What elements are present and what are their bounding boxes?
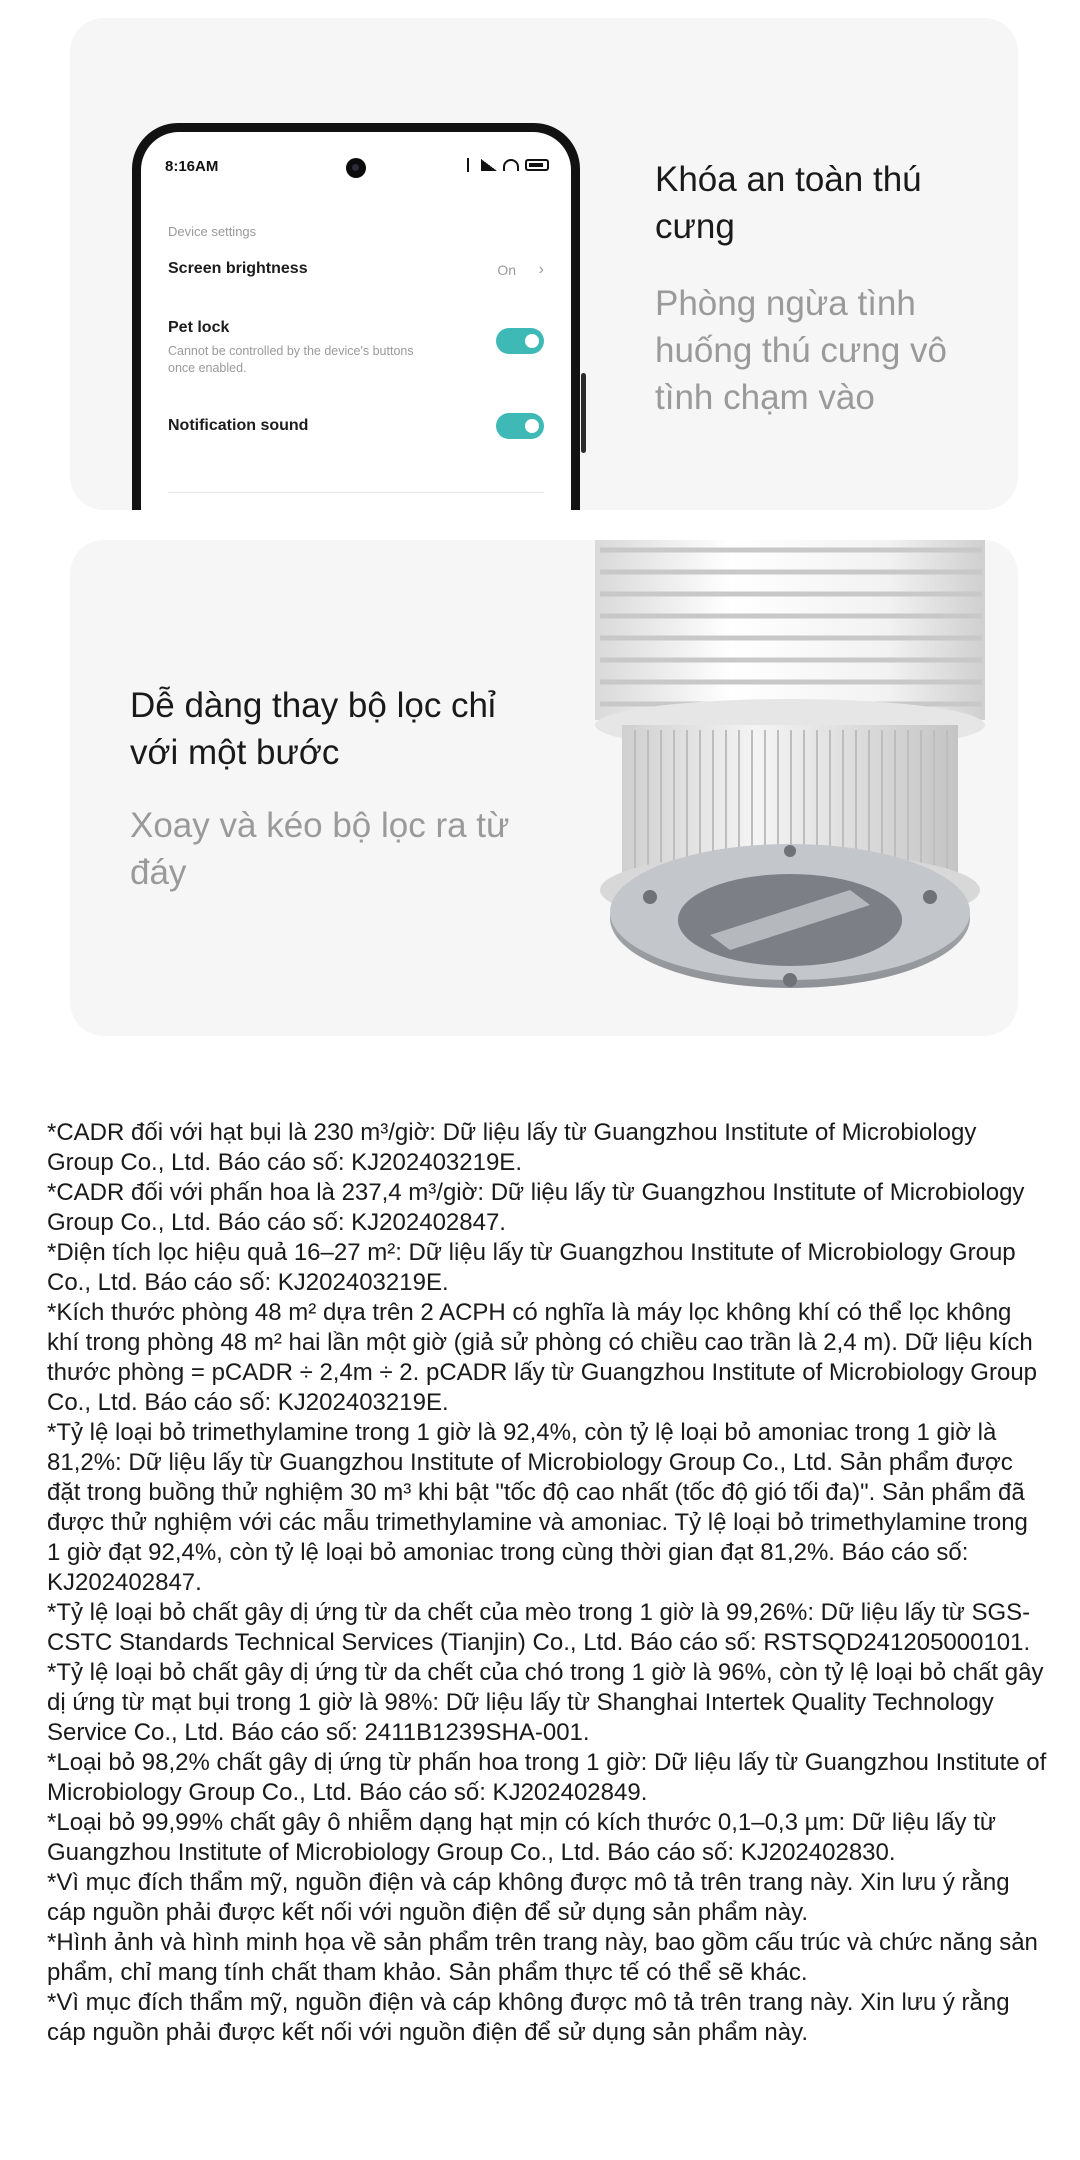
footnote: *Vì mục đích thẩm mỹ, nguồn điện và cáp không được mô tả trên trang này. Xin lưu ý rằng cáp nguồn phải được kết nối với nguồn điện để sử dụng sản phẩm này. bbox=[47, 1989, 1010, 2046]
setting-label: Screen brightness bbox=[168, 260, 308, 277]
chevron-right-icon: › bbox=[538, 261, 544, 278]
setting-value: On bbox=[497, 262, 516, 278]
phone-side-button bbox=[581, 373, 586, 453]
battery-icon bbox=[525, 159, 549, 171]
settings-section-heading: Device settings bbox=[168, 224, 257, 239]
phone-mockup bbox=[132, 123, 580, 510]
setting-label: Pet lock bbox=[168, 319, 230, 336]
status-bar bbox=[141, 154, 571, 184]
footnote: *Tỷ lệ loại bỏ trimethylamine trong 1 giờ là 92,4%, còn tỷ lệ loại bỏ amoniac trong 1 giờ là 81,2%: Dữ liệu lấy từ Guangzhou Institute of Microbiology Group Co., Ltd. Sản phẩm được đặt trong buồng thử nghiệm 30 m³ khi bật "tốc độ cao nhất (tốc độ gió tối đa)". Sản phẩm đã được thử nghiệm với các mẫu trimethylamine và amoniac. Tỷ lệ loại bỏ trimethylamine trong 1 giờ đạt 92,4%, còn tỷ lệ loại bỏ amoniac trong cùng thời gian đạt 81,2%. Báo cáo số: KJ202402847. bbox=[47, 1419, 1028, 1596]
feature-title: Khóa an toàn thú cưng bbox=[655, 160, 922, 246]
footnotes bbox=[47, 1118, 1047, 2048]
divider bbox=[168, 492, 544, 493]
feature-subtitle: Phòng ngừa tình huống thú cưng vô tình chạm vào bbox=[655, 284, 947, 417]
pet-lock-toggle[interactable] bbox=[496, 328, 544, 354]
footnote: *Hình ảnh và hình minh họa về sản phẩm trên trang này, bao gồm cấu trúc và chức năng sản phẩm, chỉ mang tính chất tham khảo. Sản phẩm thực tế có thể sẽ khác. bbox=[47, 1929, 1038, 1986]
footnote: *Loại bỏ 98,2% chất gây dị ứng từ phấn hoa trong 1 giờ: Dữ liệu lấy từ Guangzhou Institute of Microbiology Group Co., Ltd. Báo cáo số: KJ202402849. bbox=[47, 1749, 1047, 1806]
status-time: 8:16AM bbox=[165, 158, 219, 175]
setting-label: Notification sound bbox=[168, 417, 309, 434]
status-icons bbox=[467, 158, 549, 172]
footnote: *Kích thước phòng 48 m² dựa trên 2 ACPH có nghĩa là máy lọc không khí có thể lọc không khí trong phòng 48 m² hai lần một giờ (giả sử phòng có chiều cao trần là 2,4 m). Dữ liệu kích thước phòng = pCADR ÷ 2,4m ÷ 2. pCADR lấy từ Guangzhou Institute of Microbiology Group Co., Ltd. Báo cáo số: KJ202403219E. bbox=[47, 1299, 1038, 1416]
setting-screen-brightness[interactable] bbox=[168, 260, 544, 278]
footnote: *Diện tích lọc hiệu quả 16–27 m²: Dữ liệu lấy từ Guangzhou Institute of Microbiology Group Co., Ltd. Báo cáo số: KJ202403219E. bbox=[47, 1239, 1016, 1296]
front-camera-icon bbox=[346, 158, 366, 178]
footnote: *Tỷ lệ loại bỏ chất gây dị ứng từ da chết của mèo trong 1 giờ là 99,26%: Dữ liệu lấy từ SGS-CSTC Standards Technical Services (Tianjin) Co., Ltd. Báo cáo số: RSTSQD241205000101. bbox=[47, 1599, 1031, 1656]
bluetooth-icon bbox=[467, 158, 475, 172]
footnote: *Loại bỏ 99,99% chất gây ô nhiễm dạng hạt mịn có kích thước 0,1–0,3 µm: Dữ liệu lấy từ Guangzhou Institute of Microbiology Group Co., Ltd. Báo cáo số: KJ202402830. bbox=[47, 1809, 996, 1866]
signal-icon bbox=[481, 159, 497, 171]
footnote: *Tỷ lệ loại bỏ chất gây dị ứng từ da chết của chó trong 1 giờ là 96%, còn tỷ lệ loại bỏ chất gây dị ứng từ mạt bụi trong 1 giờ là 98%: Dữ liệu lấy từ Shanghai Intertek Quality Technology Service Co., Ltd. Báo cáo số: 2411B1239SHA-001. bbox=[47, 1659, 1044, 1746]
setting-description: Cannot be controlled by the device's buttons once enabled. bbox=[168, 344, 414, 375]
wifi-icon bbox=[503, 159, 519, 171]
setting-pet-lock bbox=[168, 319, 544, 377]
feature-subtitle: Xoay và kéo bộ lọc ra từ đáy bbox=[130, 806, 510, 892]
phone-screen bbox=[141, 132, 571, 510]
setting-notification-sound bbox=[168, 417, 544, 435]
feature-title: Dễ dàng thay bộ lọc chỉ với một bước bbox=[130, 686, 496, 772]
feature-card-filter bbox=[70, 540, 1018, 1036]
footnote: *CADR đối với hạt bụi là 230 m³/giờ: Dữ liệu lấy từ Guangzhou Institute of Microbiology Group Co., Ltd. Báo cáo số: KJ202403219E. bbox=[47, 1119, 977, 1176]
notification-sound-toggle[interactable] bbox=[496, 413, 544, 439]
feature-card-pet-lock bbox=[70, 18, 1018, 510]
air-purifier-filter-image bbox=[520, 540, 990, 1036]
footnote: *Vì mục đích thẩm mỹ, nguồn điện và cáp không được mô tả trên trang này. Xin lưu ý rằng cáp nguồn phải được kết nối với nguồn điện để sử dụng sản phẩm này. bbox=[47, 1869, 1010, 1926]
footnote: *CADR đối với phấn hoa là 237,4 m³/giờ: Dữ liệu lấy từ Guangzhou Institute of Microbiology Group Co., Ltd. Báo cáo số: KJ202402847. bbox=[47, 1179, 1025, 1236]
